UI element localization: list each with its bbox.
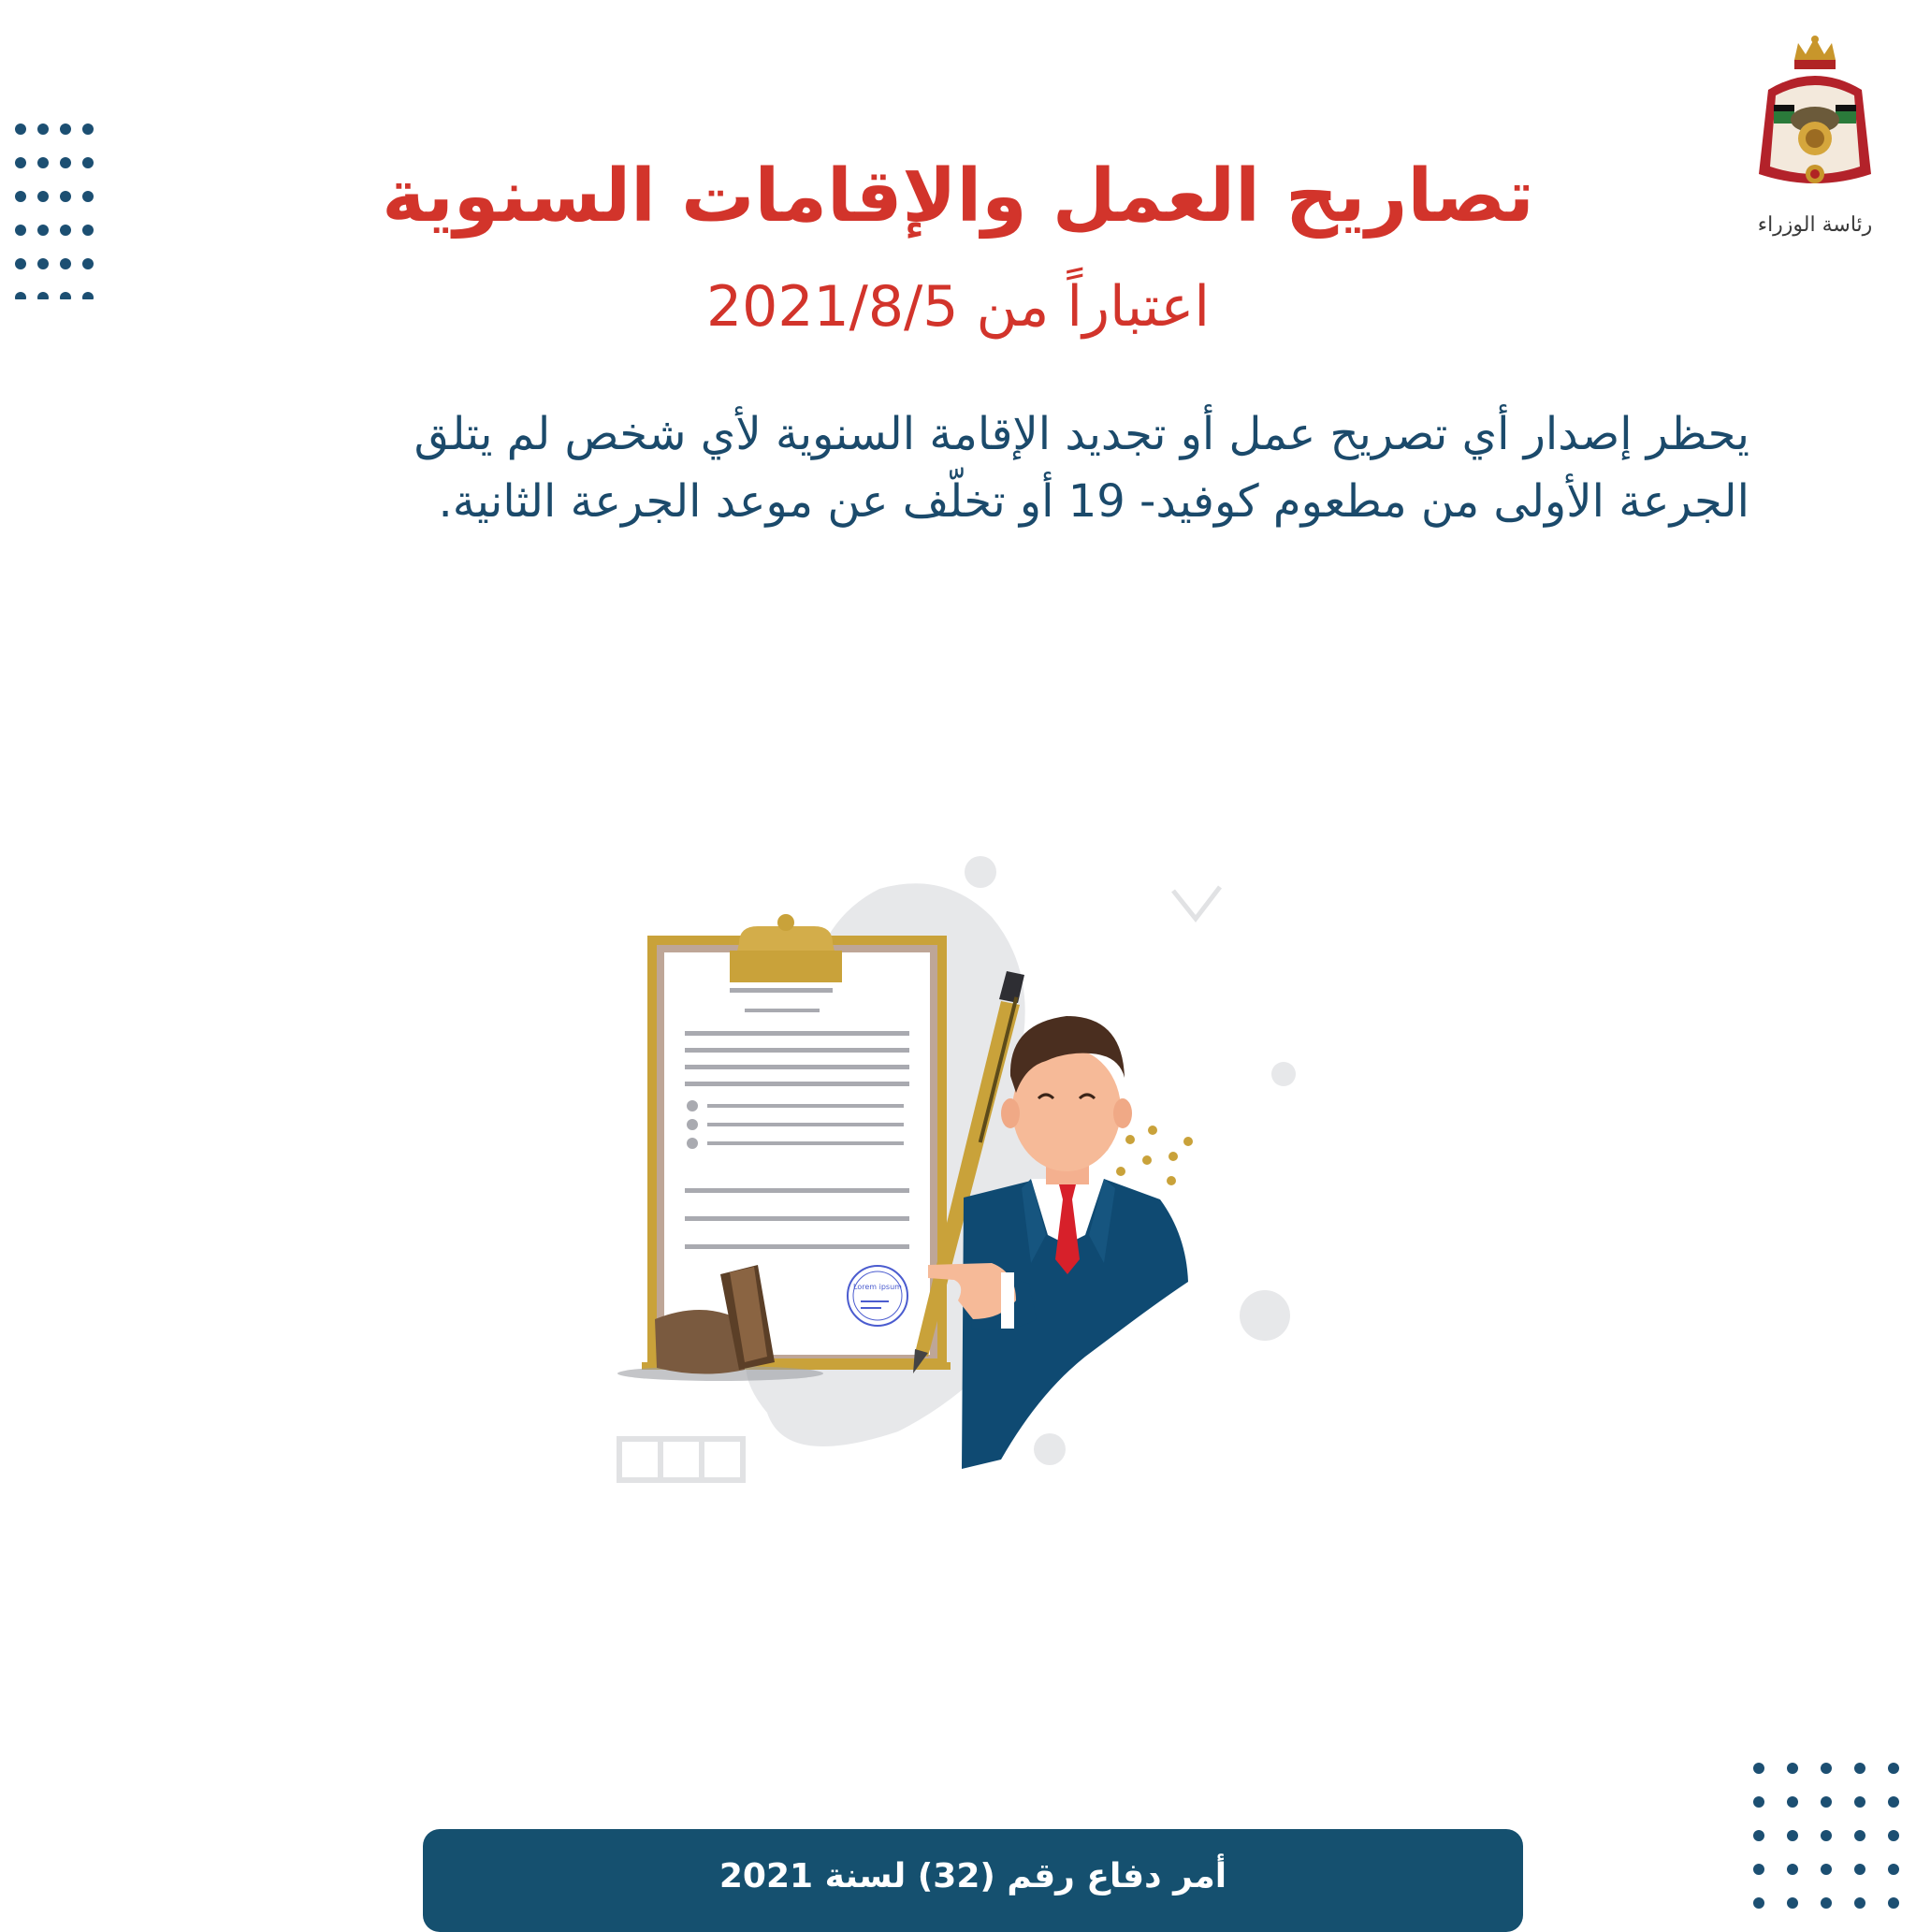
decorative-dot [1854,1830,1865,1841]
decorative-dot [37,258,49,269]
decorative-dot [82,292,94,299]
decorative-dot [1787,1763,1798,1774]
decorative-dot [60,191,71,202]
decorative-dot [1821,1763,1832,1774]
decorative-dot [60,123,71,135]
stamp-text: Lorem ipsum [853,1283,902,1291]
decorative-dot [1821,1864,1832,1875]
decorative-dot [1787,1864,1798,1875]
decorative-dot [60,225,71,236]
decorative-dot [1753,1796,1764,1808]
decorative-dot [15,258,26,269]
decorative-dot [1888,1796,1899,1808]
decorative-dot [82,258,94,269]
decorative-dot [1787,1796,1798,1808]
decorative-dot [37,157,49,168]
decorative-dot [15,123,26,135]
prime-ministry-logo [1749,34,1880,240]
decorative-dot [1821,1796,1832,1808]
decorative-dot [60,292,71,299]
decorative-dot [1888,1897,1899,1909]
defense-order-label: أمر دفاع رقم (32) لسنة 2021 [718,1857,1227,1896]
decorative-dot [15,157,26,168]
decorative-dot [37,123,49,135]
decorative-dot [1753,1830,1764,1841]
decorative-dot [1854,1763,1865,1774]
clipboard [642,914,951,1370]
decorative-dot [82,123,94,135]
decorative-dot [1821,1897,1832,1909]
decorative-dot [82,191,94,202]
decorative-dot [37,225,49,236]
decorative-dot [82,225,94,236]
dot-grid-top-left [9,120,94,299]
page-title: تصاريح العمل والإقامات السنوية [382,154,1534,239]
decorative-dot [60,157,71,168]
decorative-dot [1787,1897,1798,1909]
blob-dot [1034,1433,1066,1465]
businessman-clipboard-illustration [599,833,1347,1506]
decorative-dot [37,292,49,299]
decorative-dot [15,292,26,299]
footer-bar [423,1829,1523,1932]
decorative-dot [1854,1796,1865,1808]
effective-date: اعتباراً من 2021/8/5 [705,274,1211,340]
announcement-line-2: الجرعة الأولى من مطعوم كوفيد- 19 أو تخلّف عن موعد الجرعة الثانية. [438,475,1749,528]
blob-dot [965,856,996,888]
decorative-dot [1753,1897,1764,1909]
coat-of-arms-icon [1749,34,1880,211]
decorative-dot [1854,1864,1865,1875]
decorative-dot [1753,1763,1764,1774]
blob-dot [1271,1062,1296,1086]
decorative-dot [1888,1864,1899,1875]
decorative-dot [1888,1830,1899,1841]
decorative-dot [60,258,71,269]
decorative-dot [15,191,26,202]
decorative-dot [1888,1763,1899,1774]
decorative-dot [1787,1830,1798,1841]
squares-outline [619,1439,743,1480]
announcement-line-1: يحظر إصدار أي تصريح عمل أو تجديد الإقامة السنوية لأي شخص لم يتلق [414,408,1749,460]
decorative-dot [1821,1830,1832,1841]
check-icon [1173,887,1220,919]
decorative-dot [37,191,49,202]
dot-grid-bottom-right [1749,1759,1916,1916]
decorative-dot [1753,1864,1764,1875]
logo-caption: رئاسة الوزراء [1757,213,1873,237]
blob-dot [1240,1290,1290,1341]
announcement-text [140,400,1749,535]
decorative-dot [15,225,26,236]
decorative-dot [1854,1897,1865,1909]
decorative-dot [82,157,94,168]
